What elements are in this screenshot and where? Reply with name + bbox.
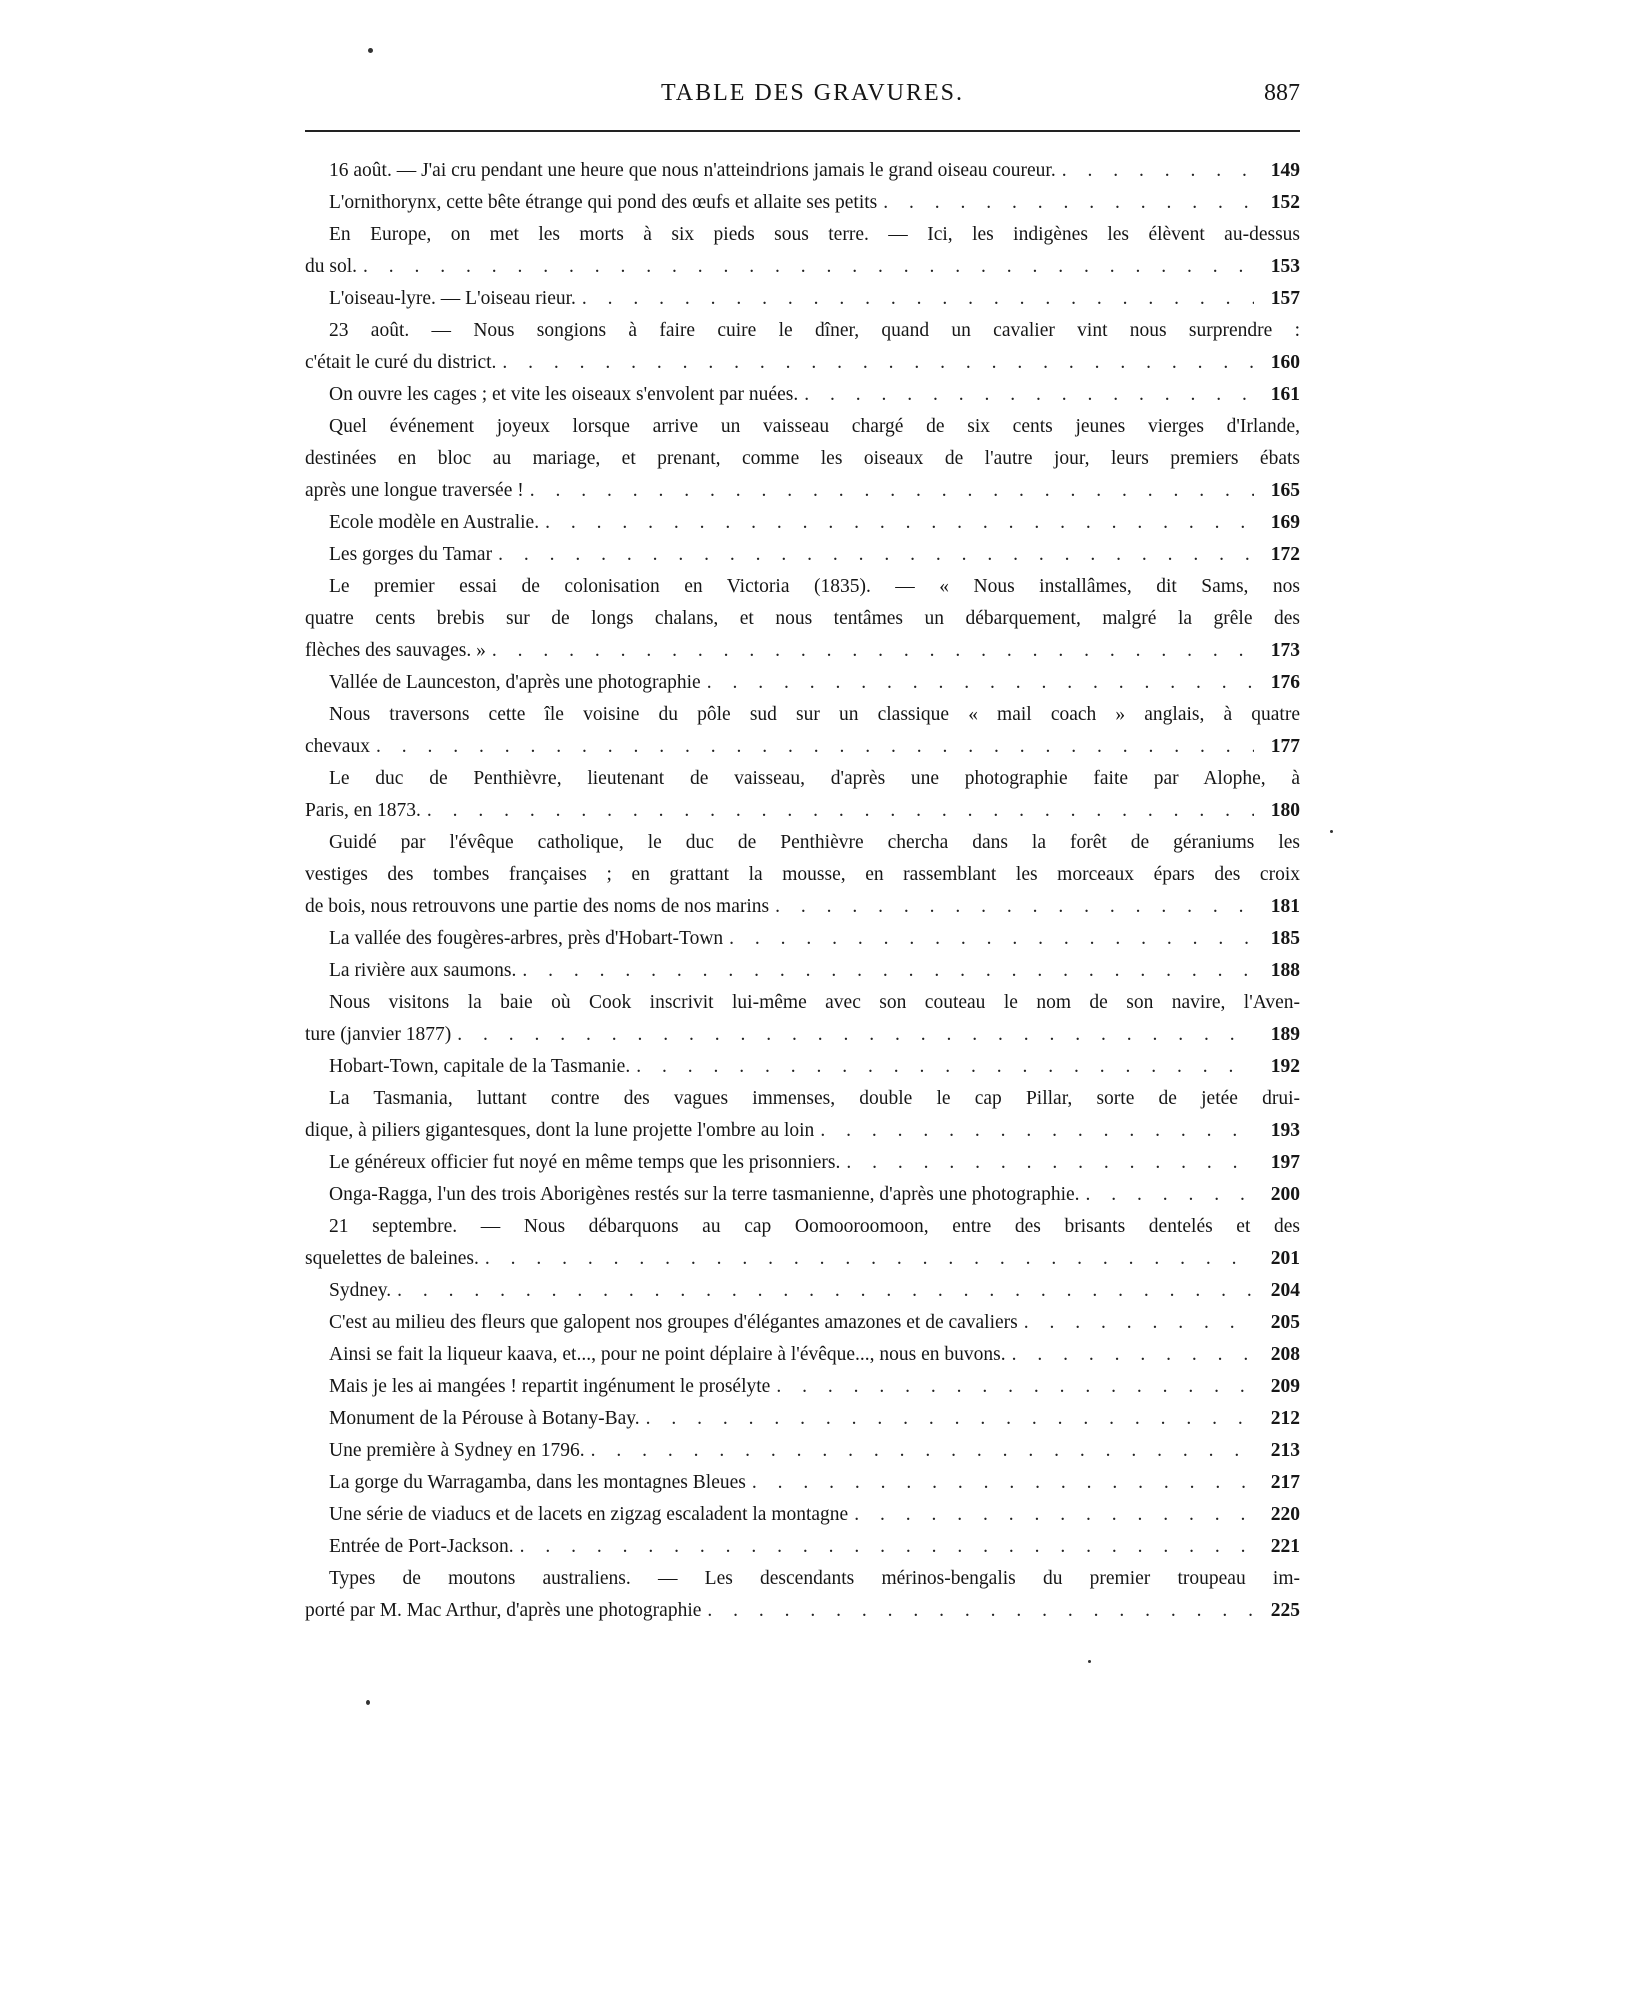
entry-line: [305, 1467, 1300, 1499]
running-title: TABLE DES GRAVURES.: [661, 80, 964, 106]
dot-leader: [752, 1467, 1254, 1499]
entry-line: [305, 475, 1300, 507]
dot-leader: [776, 1371, 1254, 1403]
entry-caption: La Tasmania, luttant contre des vagues immenses, double le cap Pillar, sorte de jetée drui-: [329, 1088, 1300, 1109]
dot-leader: [397, 1275, 1254, 1307]
entry-line: [305, 891, 1300, 923]
entry-line: [305, 1339, 1300, 1371]
entry-line: [305, 795, 1300, 827]
page-header: [305, 80, 1300, 120]
list-item: [305, 1435, 1300, 1467]
dot-leader: [854, 1499, 1254, 1531]
entry-line: [305, 219, 1300, 251]
entry-line: [305, 315, 1300, 347]
scan-speck: [366, 1700, 370, 1705]
dot-leader: [591, 1435, 1254, 1467]
list-item: [305, 1051, 1300, 1083]
scan-speck: [1088, 1660, 1091, 1663]
entry-page-number: 225: [1270, 1600, 1300, 1621]
entry-caption: Monument de la Pérouse à Botany-Bay.: [329, 1408, 640, 1429]
dot-leader: [707, 667, 1254, 699]
engravings-list: [305, 155, 1300, 1627]
dot-leader: [545, 507, 1254, 539]
dot-leader: [846, 1147, 1254, 1179]
list-item: [305, 1403, 1300, 1435]
entry-line: [305, 1371, 1300, 1403]
dot-leader: [1024, 1307, 1254, 1339]
entry-page-number: 165: [1270, 480, 1300, 501]
entry-page-number: 177: [1270, 736, 1300, 757]
list-item: [305, 1563, 1300, 1627]
entry-page-number: 217: [1270, 1472, 1300, 1493]
entry-caption: Sydney.: [329, 1280, 392, 1301]
entry-line: [305, 1051, 1300, 1083]
scan-speck: [368, 48, 373, 53]
list-item: [305, 1499, 1300, 1531]
dot-leader: [775, 891, 1254, 923]
entry-page-number: 153: [1270, 256, 1300, 277]
dot-leader: [729, 923, 1254, 955]
list-item: [305, 315, 1300, 379]
list-item: [305, 1083, 1300, 1147]
entry-page-number: 160: [1270, 352, 1300, 373]
entry-caption: L'oiseau-lyre. — L'oiseau rieur.: [329, 288, 576, 309]
entry-line: [305, 1115, 1300, 1147]
list-item: [305, 1179, 1300, 1211]
entry-caption: Nous visitons la baie où Cook inscrivit lui-même avec son couteau le nom de son navire, l'Aven-: [329, 992, 1300, 1013]
dot-leader: [363, 251, 1254, 283]
dot-leader: [1062, 155, 1254, 187]
entry-line: [305, 1019, 1300, 1051]
entry-line: [305, 731, 1300, 763]
entry-caption: 21 septembre. — Nous débarquons au cap Oomooroomoon, entre des brisants dentelés et des: [329, 1216, 1300, 1237]
entry-page-number: 193: [1270, 1120, 1300, 1141]
entry-page-number: 157: [1270, 288, 1300, 309]
entry-page-number: 161: [1270, 384, 1300, 405]
entry-line: [305, 1403, 1300, 1435]
entry-caption: 16 août. — J'ai cru pendant une heure que nous n'atteindrions jamais le grand oiseau coureur.: [329, 160, 1056, 181]
list-item: [305, 1467, 1300, 1499]
list-item: [305, 699, 1300, 763]
list-item: [305, 667, 1300, 699]
list-item: [305, 155, 1300, 187]
dot-leader: [485, 1243, 1254, 1275]
entry-caption: Le premier essai de colonisation en Victoria (1835). — « Nous installâmes, dit Sams, nos: [329, 576, 1300, 597]
entry-page-number: 149: [1270, 160, 1300, 181]
list-item: [305, 219, 1300, 283]
entry-caption: Ainsi se fait la liqueur kaava, et..., pour ne point déplaire à l'évêque..., nous en buvons.: [329, 1344, 1006, 1365]
list-item: [305, 1307, 1300, 1339]
entry-caption: Le généreux officier fut noyé en même temps que les prisonniers.: [329, 1152, 841, 1173]
entry-line: [305, 763, 1300, 795]
entry-page-number: 189: [1270, 1024, 1300, 1045]
dot-leader: [582, 283, 1254, 315]
entry-line: [305, 347, 1300, 379]
dot-leader: [376, 731, 1254, 763]
entry-line: [305, 251, 1300, 283]
entry-caption: squelettes de baleines.: [305, 1248, 479, 1269]
entry-page-number: 173: [1270, 640, 1300, 661]
list-item: [305, 1211, 1300, 1275]
entry-caption: ture (janvier 1877): [305, 1024, 452, 1045]
entry-line: [305, 699, 1300, 731]
list-item: [305, 379, 1300, 411]
list-item: [305, 571, 1300, 667]
entry-page-number: 152: [1270, 192, 1300, 213]
dot-leader: [530, 475, 1254, 507]
list-item: [305, 827, 1300, 923]
entry-line: [305, 635, 1300, 667]
list-item: [305, 763, 1300, 827]
dot-leader: [520, 1531, 1254, 1563]
entry-page-number: 197: [1270, 1152, 1300, 1173]
entry-caption: Le duc de Penthièvre, lieutenant de vaisseau, d'après une photographie faite par Alophe, à: [329, 768, 1300, 789]
entry-line: [305, 667, 1300, 699]
dot-leader: [502, 347, 1254, 379]
dot-leader: [1012, 1339, 1254, 1371]
entry-line: [305, 1563, 1300, 1595]
entry-line: [305, 859, 1300, 891]
entry-line: [305, 1211, 1300, 1243]
entry-page-number: 220: [1270, 1504, 1300, 1525]
dot-leader: [636, 1051, 1254, 1083]
entry-line: [305, 1595, 1300, 1627]
entry-caption: vestiges des tombes françaises ; en grattant la mousse, en rassemblant les morceaux épars des croix: [305, 864, 1300, 885]
entry-line: [305, 443, 1300, 475]
entry-page-number: 188: [1270, 960, 1300, 981]
entry-line: [305, 1307, 1300, 1339]
entry-line: [305, 827, 1300, 859]
entry-caption: Quel événement joyeux lorsque arrive un vaisseau chargé de six cents jeunes vierges d'Irlande,: [329, 416, 1300, 437]
entry-line: [305, 1147, 1300, 1179]
entry-caption: Paris, en 1873.: [305, 800, 421, 821]
entry-line: [305, 1531, 1300, 1563]
entry-page-number: 209: [1270, 1376, 1300, 1397]
entry-caption: La rivière aux saumons.: [329, 960, 517, 981]
page-number: 887: [1264, 80, 1300, 106]
entry-line: [305, 539, 1300, 571]
list-item: [305, 1371, 1300, 1403]
entry-line: [305, 283, 1300, 315]
list-item: [305, 411, 1300, 507]
entry-line: [305, 987, 1300, 1019]
entry-caption: En Europe, on met les morts à six pieds sous terre. — Ici, les indigènes les élèvent au-dessus: [329, 224, 1300, 245]
entry-caption: La gorge du Warragamba, dans les montagnes Bleues: [329, 1472, 746, 1493]
dot-leader: [427, 795, 1254, 827]
list-item: [305, 507, 1300, 539]
entry-caption: porté par M. Mac Arthur, d'après une photographie: [305, 1600, 702, 1621]
dot-leader: [1086, 1179, 1254, 1211]
entry-line: [305, 1275, 1300, 1307]
entry-page-number: 201: [1270, 1248, 1300, 1269]
entry-caption: On ouvre les cages ; et vite les oiseaux s'envolent par nuées.: [329, 384, 799, 405]
entry-caption: Nous traversons cette île voisine du pôle sud sur un classique « mail coach » anglais, à quatre: [329, 704, 1300, 725]
entry-page-number: 169: [1270, 512, 1300, 533]
entry-caption: chevaux: [305, 736, 370, 757]
entry-page-number: 200: [1270, 1184, 1300, 1205]
dot-leader: [820, 1115, 1254, 1147]
entry-caption: Types de moutons australiens. — Les descendants mérinos-bengalis du premier troupeau im-: [329, 1568, 1300, 1589]
entry-caption: quatre cents brebis sur de longs chalans, et nous tentâmes un débarquement, malgré la grêle des: [305, 608, 1300, 629]
entry-caption: destinées en bloc au mariage, et prenant, comme les oiseaux de l'autre jour, leurs premiers ébats: [305, 448, 1300, 469]
list-item: [305, 1531, 1300, 1563]
dot-leader: [883, 187, 1254, 219]
list-item: [305, 987, 1300, 1051]
entry-line: [305, 955, 1300, 987]
entry-line: [305, 1499, 1300, 1531]
dot-leader: [646, 1403, 1254, 1435]
entry-caption: 23 août. — Nous songions à faire cuire le dîner, quand un cavalier vint nous surprendre :: [329, 320, 1300, 341]
entry-caption: c'était le curé du district.: [305, 352, 497, 373]
entry-page-number: 205: [1270, 1312, 1300, 1333]
entry-page-number: 208: [1270, 1344, 1300, 1365]
entry-line: [305, 1435, 1300, 1467]
entry-caption: du sol.: [305, 256, 358, 277]
dot-leader: [492, 635, 1254, 667]
entry-caption: Guidé par l'évêque catholique, le duc de Penthièvre chercha dans la forêt de géraniums les: [329, 832, 1300, 853]
dot-leader: [522, 955, 1254, 987]
dot-leader: [498, 539, 1254, 571]
list-item: [305, 187, 1300, 219]
entry-page-number: 192: [1270, 1056, 1300, 1077]
list-item: [305, 923, 1300, 955]
entry-page-number: 221: [1270, 1536, 1300, 1557]
dot-leader: [804, 379, 1254, 411]
entry-line: [305, 411, 1300, 443]
entry-line: [305, 379, 1300, 411]
entry-line: [305, 1243, 1300, 1275]
entry-page-number: 172: [1270, 544, 1300, 565]
entry-page-number: 204: [1270, 1280, 1300, 1301]
entry-caption: après une longue traversée !: [305, 480, 524, 501]
entry-line: [305, 155, 1300, 187]
list-item: [305, 1275, 1300, 1307]
dot-leader: [457, 1019, 1254, 1051]
entry-line: [305, 603, 1300, 635]
entry-page-number: 185: [1270, 928, 1300, 949]
entry-line: [305, 571, 1300, 603]
entry-caption: Une première à Sydney en 1796.: [329, 1440, 585, 1461]
entry-line: [305, 923, 1300, 955]
entry-page-number: 180: [1270, 800, 1300, 821]
entry-line: [305, 187, 1300, 219]
entry-caption: Hobart-Town, capitale de la Tasmanie.: [329, 1056, 631, 1077]
list-item: [305, 283, 1300, 315]
list-item: [305, 539, 1300, 571]
entry-caption: Mais je les ai mangées ! repartit ingénument le prosélyte: [329, 1376, 771, 1397]
entry-page-number: 181: [1270, 896, 1300, 917]
entry-caption: Ecole modèle en Australie.: [329, 512, 540, 533]
entry-caption: Vallée de Launceston, d'après une photographie: [329, 672, 701, 693]
entry-caption: Entrée de Port-Jackson.: [329, 1536, 514, 1557]
entry-caption: L'ornithorynx, cette bête étrange qui pond des œufs et allaite ses petits: [329, 192, 878, 213]
entry-caption: flèches des sauvages. »: [305, 640, 486, 661]
scan-speck: [1330, 830, 1333, 833]
entry-page-number: 212: [1270, 1408, 1300, 1429]
entry-line: [305, 1083, 1300, 1115]
entry-page-number: 213: [1270, 1440, 1300, 1461]
entry-line: [305, 507, 1300, 539]
entry-page-number: 176: [1270, 672, 1300, 693]
entry-caption: de bois, nous retrouvons une partie des noms de nos marins: [305, 896, 770, 917]
entry-line: [305, 1179, 1300, 1211]
entry-caption: Onga-Ragga, l'un des trois Aborigènes restés sur la terre tasmanienne, d'après une photographie.: [329, 1184, 1080, 1205]
list-item: [305, 1339, 1300, 1371]
entry-caption: dique, à piliers gigantesques, dont la lune projette l'ombre au loin: [305, 1120, 815, 1141]
list-item: [305, 955, 1300, 987]
entry-caption: Une série de viaducs et de lacets en zigzag escaladent la montagne: [329, 1504, 849, 1525]
list-item: [305, 1147, 1300, 1179]
entry-caption: C'est au milieu des fleurs que galopent nos groupes d'élégantes amazones et de cavaliers: [329, 1312, 1018, 1333]
entry-caption: Les gorges du Tamar: [329, 544, 493, 565]
entry-caption: La vallée des fougères-arbres, près d'Hobart-Town: [329, 928, 724, 949]
dot-leader: [707, 1595, 1254, 1627]
header-rule: [305, 130, 1300, 132]
